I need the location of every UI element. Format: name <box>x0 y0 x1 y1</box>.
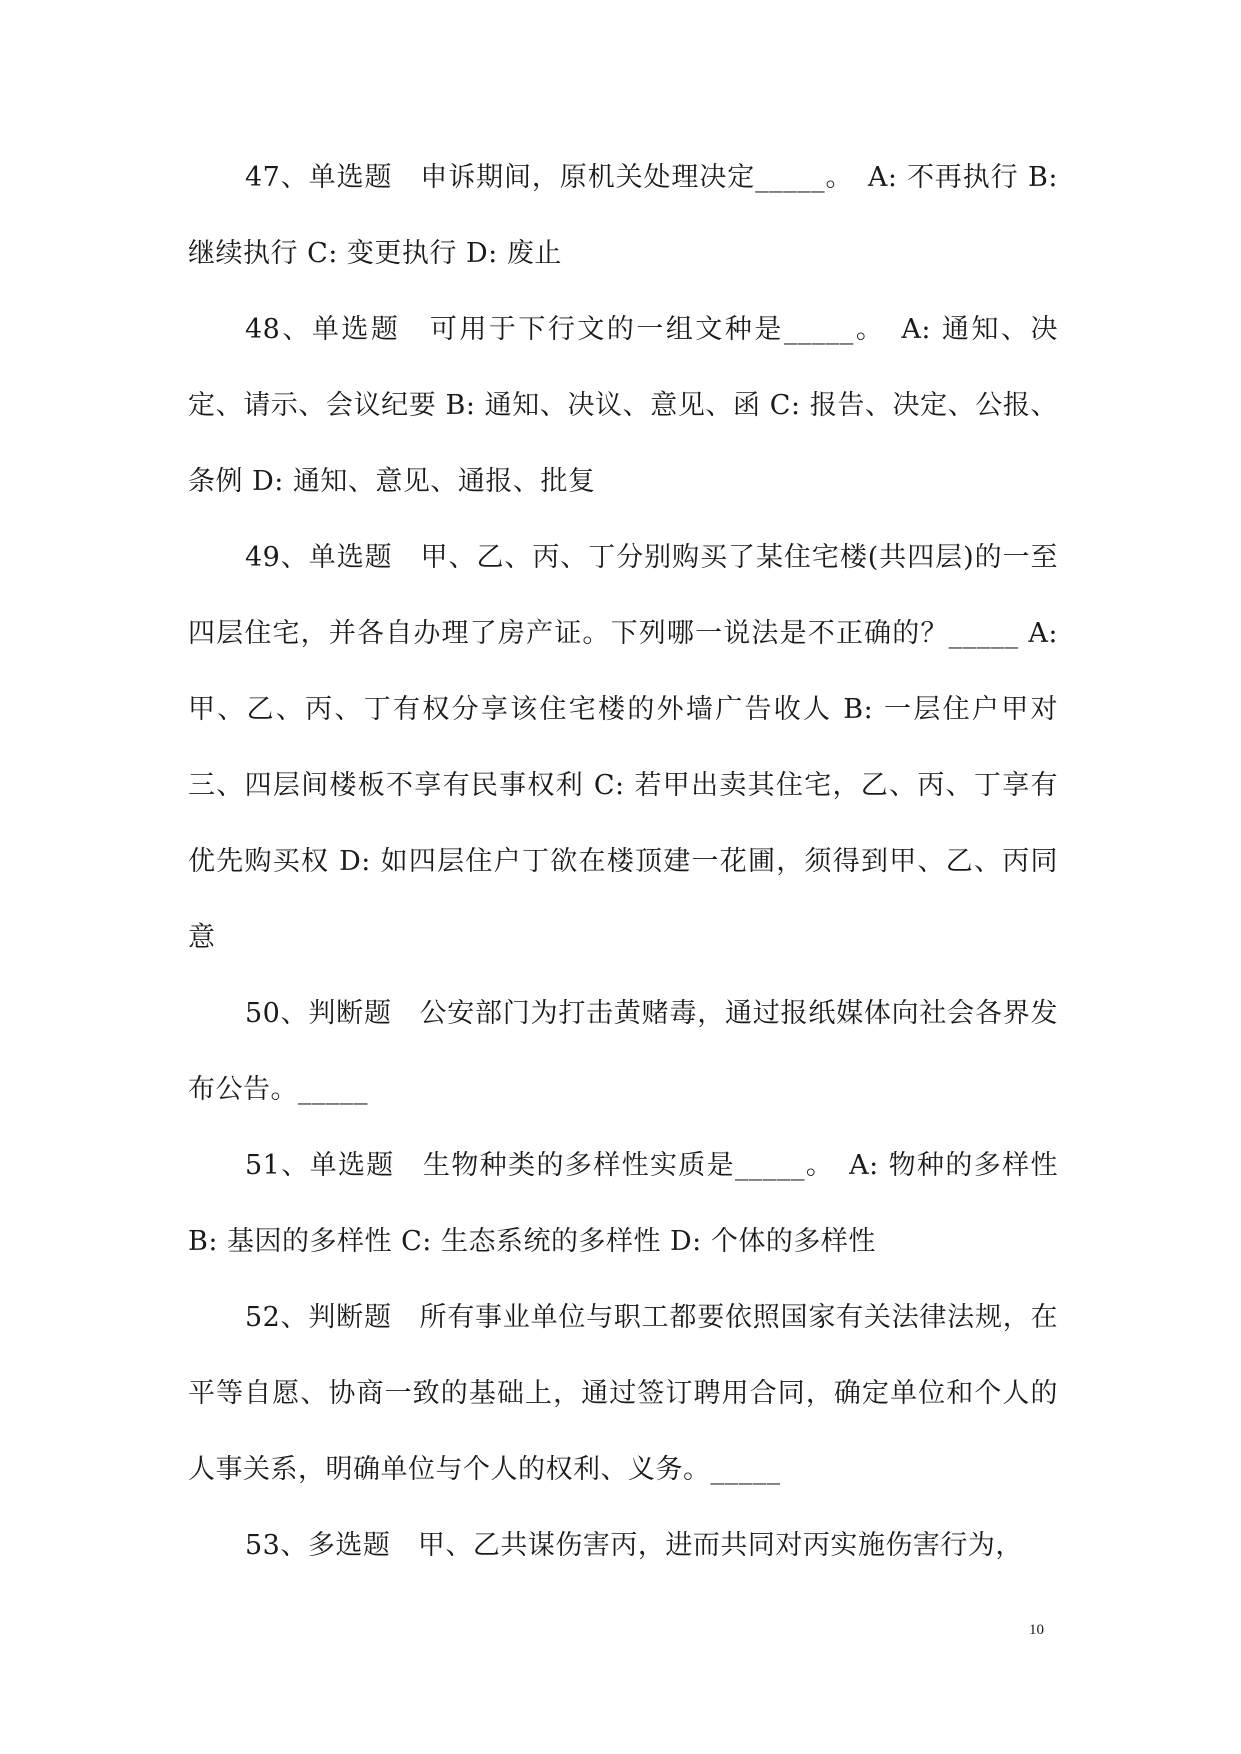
question-47: 47、单选题 申诉期间，原机关处理决定_____。 A: 不再执行 B: 继续执行 C: 变更执行 D: 废止 <box>188 162 1058 269</box>
question-53: 53、多选题 甲、乙共谋伤害丙，进而共同对丙实施伤害行为， <box>245 1530 1023 1561</box>
question-51: 51、单选题 生物种类的多样性实质是_____。 A: 物种的多样性 B: 基因的多样性 C: 生态系统的多样性 D: 个体的多样性 <box>188 1150 1058 1257</box>
question-48: 48、单选题 可用于下行文的一组文种是_____。 A: 通知、决定、请示、会议纪要 B: 通知、决议、意见、函 C: 报告、决定、公报、条例 D: 通知、意见、通报、批复 <box>188 314 1058 497</box>
question-50: 50、判断题 公安部门为打击黄赌毒，通过报纸媒体向社会各界发布公告。_____ <box>188 998 1058 1105</box>
question-list <box>188 140 1058 1584</box>
question-52: 52、判断题 所有事业单位与职工都要依照国家有关法律法规，在平等自愿、协商一致的基础上，通过签订聘用合同，确定单位和个人的人事关系，明确单位与个人的权利、义务。_____ <box>188 1302 1058 1485</box>
question-49: 49、单选题 甲、乙、丙、丁分别购买了某住宅楼(共四层)的一至四层住宅，并各自办理了房产证。下列哪一说法是不正确的？_____ A: 甲、乙、丙、丁有权分享该住宅楼的外墙广告收人 B: 一层住户甲对三、四层间楼板不享有民事权利 C: 若甲出卖其住宅，乙、丙、丁享有优先购买权 D: 如四层住户丁欲在楼顶建一花圃，须得到甲、乙、丙同意 <box>188 542 1058 953</box>
page-number: 10 <box>1029 1622 1044 1638</box>
